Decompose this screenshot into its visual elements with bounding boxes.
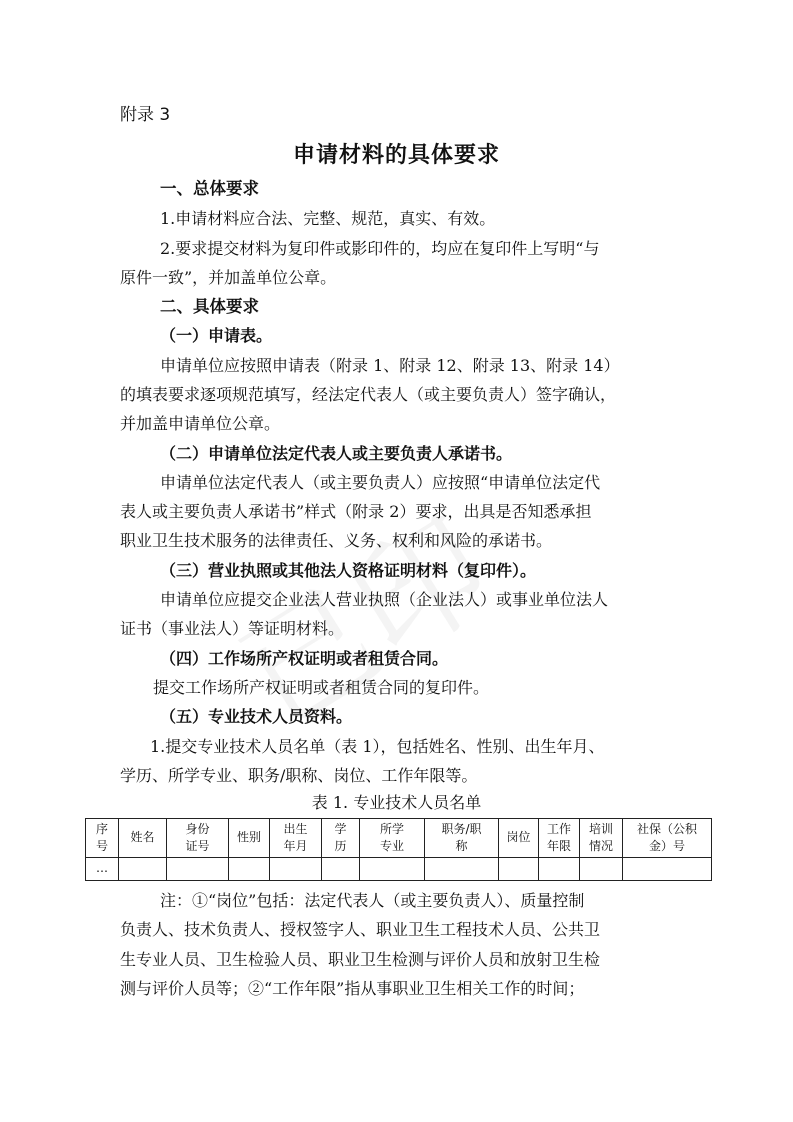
- table-header-cell: 所学 专业: [360, 819, 425, 858]
- table-header-cell: 职务/职 称: [425, 819, 499, 858]
- section-1-text: 申请单位应按照申请表（附录 1、附录 12、附录 13、附录 14）: [160, 356, 620, 375]
- table-cell: [322, 858, 360, 881]
- section-2-text-3: 职业卫生技术服务的法律责任、义务、权利和风险的承诺书。: [120, 531, 553, 550]
- table-header-cell: 工作 年限: [539, 819, 580, 858]
- note-line-3: 生专业人员、卫生检验人员、职业卫生检测与评价人员和放射卫生检: [120, 950, 601, 969]
- table-header-row: [86, 819, 712, 858]
- general-item-1: 1.申请材料应合法、完整、规范，真实、有效。: [160, 209, 496, 228]
- table-header-cell: 姓名: [119, 819, 167, 858]
- table-cell: [580, 858, 623, 881]
- table-cell: [623, 858, 712, 881]
- section-4-text: 提交工作场所产权证明或者租赁合同的复印件。: [153, 678, 490, 697]
- table-header-cell: 序 号: [86, 819, 119, 858]
- section-2-heading: （二）申请单位法定代表人或主要负责人承诺书。: [160, 444, 513, 463]
- table-cell: [539, 858, 580, 881]
- general-item-2: 2.要求提交材料为复印件或影印件的，均应在复印件上写明“与: [160, 239, 600, 258]
- section-2-text: 申请单位法定代表人（或主要负责人）应按照“申请单位法定代: [160, 473, 601, 492]
- table-cell: [425, 858, 499, 881]
- table-header-cell: 性别: [229, 819, 270, 858]
- note-line-2: 负责人、技术负责人、授权签字人、职业卫生工程技术人员、公共卫: [120, 920, 601, 939]
- section-1-heading: （一）申请表。: [160, 326, 273, 345]
- table-cell: [499, 858, 539, 881]
- table-row: [86, 858, 712, 881]
- appendix-label: 附录 3: [120, 105, 171, 125]
- table-cell: [360, 858, 425, 881]
- section-5-text-2: 学历、所学专业、职务/职称、岗位、工作年限等。: [120, 766, 478, 785]
- staff-table: [85, 818, 712, 881]
- section-1-text-2: 的填表要求逐项规范填写，经法定代表人（或主要负责人）签字确认，: [120, 385, 617, 404]
- table-caption: 表 1. 专业技术人员名单: [311, 793, 482, 812]
- section-5-heading: （五）专业技术人员资料。: [160, 707, 353, 726]
- table-cell: [229, 858, 270, 881]
- section-5-text: 1.提交专业技术人员名单（表 1），包括姓名、性别、出生年月、: [150, 737, 605, 756]
- note-line-4: 测与评价人员等；②“工作年限”指从事职业卫生相关工作的时间；: [120, 979, 585, 998]
- table-header-cell: 培训 情况: [580, 819, 623, 858]
- section-3-heading: （三）营业执照或其他法人资格证明材料（复印件）。: [160, 561, 537, 580]
- general-item-2-cont: 原件一致”，并加盖单位公章。: [120, 268, 337, 287]
- specific-heading: 二、具体要求: [160, 297, 259, 316]
- table-cell: [119, 858, 167, 881]
- table-header-cell: 身份 证号: [167, 819, 229, 858]
- table-header-cell: 学 历: [322, 819, 360, 858]
- section-3-text: 申请单位应提交企业法人营业执照（企业法人）或事业单位法人: [160, 590, 609, 609]
- page-title: 申请材料的具体要求: [292, 142, 500, 168]
- table-cell: [270, 858, 322, 881]
- section-1-text-3: 并加盖申请单位公章。: [120, 414, 281, 433]
- table-cell: …: [86, 858, 119, 881]
- general-heading: 一、总体要求: [160, 179, 259, 198]
- section-2-text-2: 表人或主要负责人承诺书”样式（附录 2）要求，出具是否知悉承担: [120, 502, 592, 521]
- table-cell: [167, 858, 229, 881]
- note-line-1: 注：①“岗位”包括：法定代表人（或主要负责人）、质量控制: [160, 891, 585, 910]
- section-3-text-2: 证书（事业法人）等证明材料。: [120, 619, 345, 638]
- table-header-cell: 出生 年月: [270, 819, 322, 858]
- section-4-heading: （四）工作场所产权证明或者租赁合同。: [160, 649, 449, 668]
- table-header-cell: 岗位: [499, 819, 539, 858]
- table-header-cell: 社保（公积 金）号: [623, 819, 712, 858]
